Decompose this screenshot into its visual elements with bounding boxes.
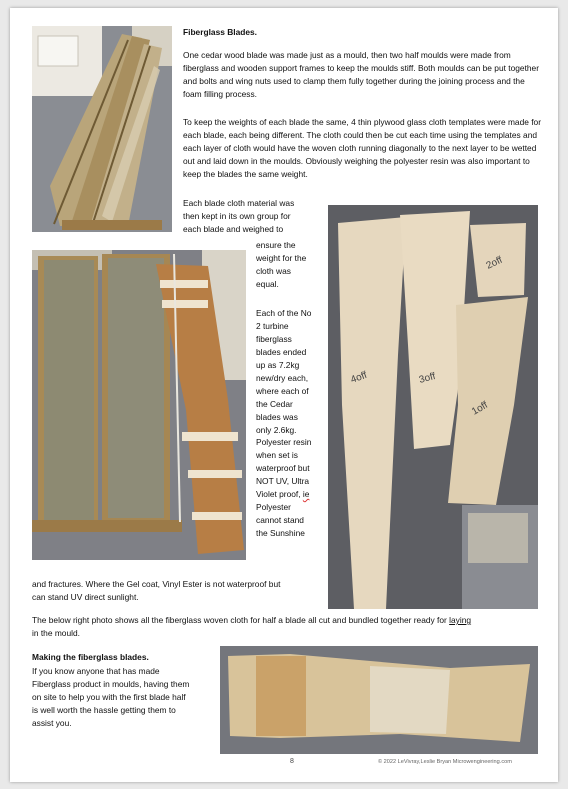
paragraph-templates: To keep the weights of each blade the same, 4 thin plywood glass cloth templates were made for each blade, each being different. The cloth could then be cut each time using the templates and each layer of cloth would have the woven cloth running diagonally to the next layer to be wetted out and laid down in the moulds. Obviously weighing the polyester resin was also important to keep the blades the same weight. xyxy=(183,117,542,179)
paragraph-blade-weights xyxy=(256,307,336,437)
text-line: then kept in its own group for xyxy=(183,211,291,221)
section-heading: Fiberglass Blades. xyxy=(183,27,258,37)
photo-moulds xyxy=(32,26,172,232)
text-line: the Cedar xyxy=(256,399,293,409)
page-number: 8 xyxy=(290,758,294,765)
text-line: each blade and weighed to xyxy=(183,224,284,234)
text-line: where each of xyxy=(256,386,309,396)
cloth-label: 4off xyxy=(349,369,369,386)
text-line: ensure the xyxy=(256,240,296,250)
paragraph-cloth-weighing-cont xyxy=(256,239,336,291)
cloth-label: 1off xyxy=(470,399,490,418)
text-line: up as 7.2kg xyxy=(256,360,300,370)
text-line: weight for the xyxy=(256,253,307,263)
text-line: Each of the No xyxy=(256,308,312,318)
laying-link[interactable]: laying xyxy=(449,615,472,625)
document-page xyxy=(10,8,558,782)
text-line: is well worth the hassle getting them to xyxy=(32,705,176,715)
cloth-label: 3off xyxy=(417,371,437,386)
text-line: 2 turbine xyxy=(256,321,289,331)
text-line: on site to help you with the first blade half xyxy=(32,692,186,702)
text-line: waterproof but xyxy=(256,463,310,473)
paragraph-polyester-uv xyxy=(256,436,336,540)
text-line: and fractures. Where the Gel coat, Vinyl Ester is not waterproof but xyxy=(32,579,281,589)
cloth-label: 2off xyxy=(484,254,505,272)
text-line: Polyester xyxy=(256,502,291,512)
photo-blades-frames xyxy=(32,250,246,560)
text-line: Fiberglass product in moulds, having them xyxy=(32,679,190,689)
text-line: blades was xyxy=(256,412,298,422)
text-line: The below right photo shows all the fiberglass woven cloth for half a blade all cut and bundled together ready for xyxy=(32,615,450,625)
paragraph-advice xyxy=(32,665,232,730)
text-line: fiberglass xyxy=(256,334,292,344)
text-line: NOT UV, Ultra xyxy=(256,476,310,486)
text-line: Each blade cloth material was xyxy=(183,198,295,208)
text-line: Polyester resin xyxy=(256,437,312,447)
paragraph-cloth-weighing xyxy=(183,197,333,236)
text-line: assist you. xyxy=(32,718,72,728)
spelling-flag-ie: ie xyxy=(302,489,310,499)
text-line: the Sunshine xyxy=(256,528,305,538)
paragraph-moulds: One cedar wood blade was made just as a mould, then two half moulds were made from fiberglass and wooden support frames to keep the moulds stiff. Both moulds can be put together and bolts and wing nuts used to clamp them fully together during the joining process and the foam filling process. xyxy=(183,50,539,99)
text-line: in the mould. xyxy=(32,628,80,638)
copyright-notice: © 2022 LeVivray,Leslie Bryan Microwengineering.com xyxy=(378,759,512,765)
photo-blade-half xyxy=(220,646,538,754)
subheading-making-blades: Making the fiberglass blades. xyxy=(32,652,149,662)
text-line: equal. xyxy=(256,279,279,289)
text-line: blades ended xyxy=(256,347,307,357)
text-line: when set is xyxy=(256,450,298,460)
text-line: new/dry each, xyxy=(256,373,309,383)
paragraph-photo-caption xyxy=(32,614,552,640)
text-line: only 2.6kg. xyxy=(256,425,297,435)
text-line: If you know anyone that has made xyxy=(32,666,160,676)
paragraph-gel-coat xyxy=(32,578,332,604)
text-line: Violet proof, xyxy=(256,489,303,499)
photo-cut-cloth xyxy=(328,205,538,609)
text-line: cannot stand xyxy=(256,515,304,525)
text-line: cloth was xyxy=(256,266,291,276)
text-line: can stand UV direct sunlight. xyxy=(32,592,139,602)
